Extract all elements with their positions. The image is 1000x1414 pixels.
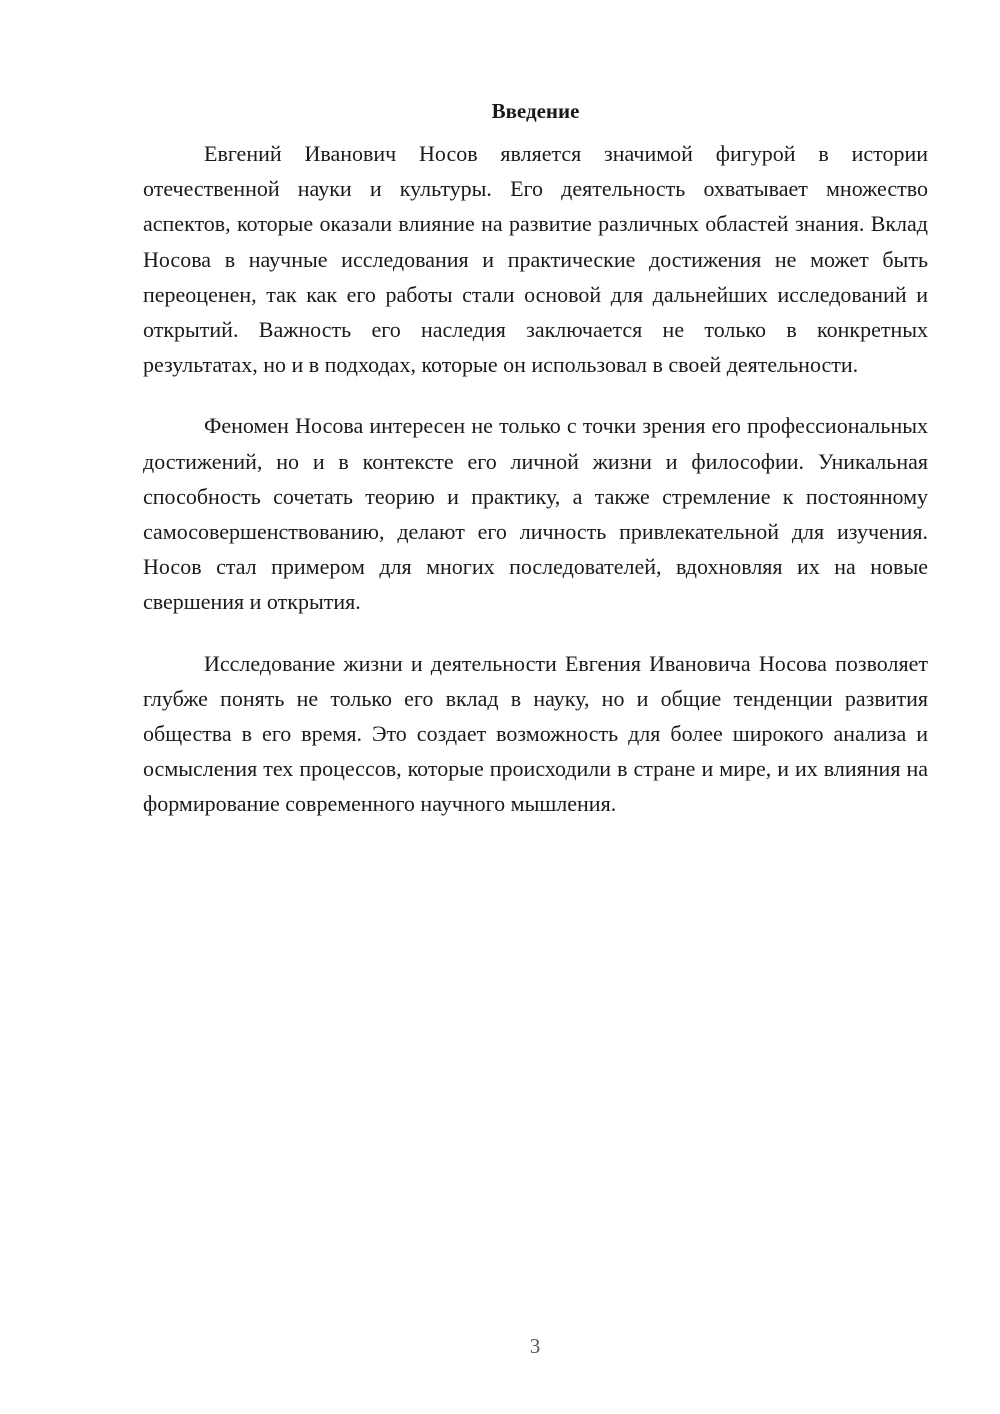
- paragraph-3: Исследование жизни и деятельности Евгения Ивановича Носова позволяет глубже понять не только его вклад в науку, но и общие тенденции развития общества в его время. Это создает возможность для более широкого анализа и осмысления тех процессов, которые происходили в стране и мире, и их влияния на формирование современного научного мышления.: [143, 650, 928, 817]
- page-number: 3: [529, 1334, 541, 1358]
- paragraph-1: Евгений Иванович Носов является значимой фигурой в истории отечественной науки и культуры. Его деятельность охватывает множество аспектов, которые оказали влияние на развитие различных областей знания. Вклад Носова в научные исследования и практические достижения не может быть переоценен, так как его работы стали основой для дальнейших исследований и открытий. Важность его наследия заключается не только в конкретных результатах, но и в подходах, которые он использовал в своей деятельности.: [143, 141, 928, 378]
- paragraph-2: Феномен Носова интересен не только с точки зрения его профессиональных достижений, но и в контексте его личной жизни и философии. Уникальная способность сочетать теорию и практику, а также стремление к постоянному самосовершенствованию, делают его личность привлекательной для изучения. Носов стал примером для многих последователей, вдохновляя их на новые свершения и открытия.: [143, 413, 928, 615]
- page-content: [143, 95, 928, 848]
- section-heading: Введение: [491, 99, 580, 123]
